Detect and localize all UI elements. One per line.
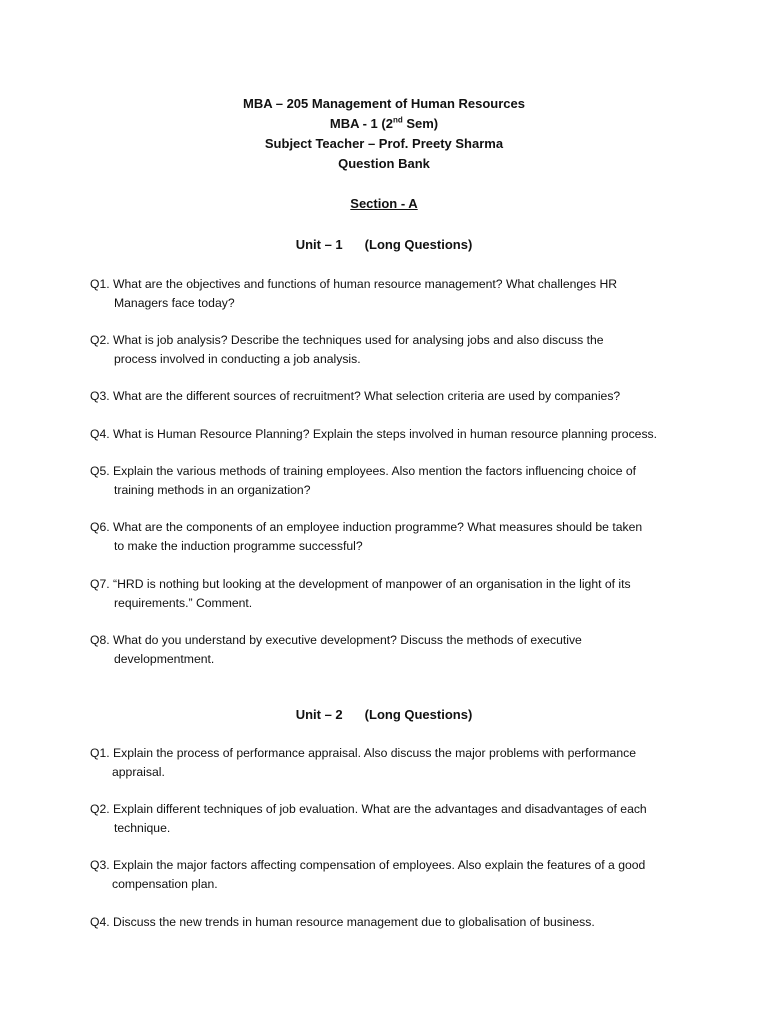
question-item xyxy=(90,631,690,669)
question-item xyxy=(90,744,690,782)
semester-suffix: Sem) xyxy=(402,116,439,131)
question-continuation: Managers face today? xyxy=(114,296,235,310)
question-text: Q6. What are the components of an employee induction programme? What measures should be taken xyxy=(90,520,643,534)
question-continuation: developmentment. xyxy=(114,652,215,666)
question-continuation: to make the induction programme successful? xyxy=(114,539,363,553)
question-continuation: compensation plan. xyxy=(112,877,218,891)
question-item xyxy=(90,856,690,894)
question-continuation: training methods in an organization? xyxy=(114,483,311,497)
question-item xyxy=(90,462,690,500)
question-continuation: requirements.” Comment. xyxy=(114,596,253,610)
semester-ordinal: nd xyxy=(392,115,403,125)
question-continuation: appraisal. xyxy=(112,765,165,779)
question-item xyxy=(90,518,690,556)
question-text: Q4. What is Human Resource Planning? Explain the steps involved in human resource planning process. xyxy=(90,427,658,441)
question-text: Q8. What do you understand by executive development? Discuss the methods of executive xyxy=(90,633,582,647)
unit-1-heading xyxy=(0,237,768,252)
unit-1-title: Unit – 1 xyxy=(295,237,343,252)
question-continuation: process involved in conducting a job analysis. xyxy=(114,352,361,366)
unit-2-title: Unit – 2 xyxy=(295,707,343,722)
question-item xyxy=(90,425,690,444)
question-text: Q4. Discuss the new trends in human resource management due to globalisation of business. xyxy=(90,915,595,929)
question-continuation: technique. xyxy=(114,821,171,835)
document-header xyxy=(0,94,768,174)
question-text: Q2. Explain different techniques of job evaluation. What are the advantages and disadvantages of each xyxy=(90,802,647,816)
question-item xyxy=(90,331,690,369)
question-text: Q1. Explain the process of performance appraisal. Also discuss the major problems with performance xyxy=(90,746,636,760)
course-semester xyxy=(0,114,768,134)
question-text: Q1. What are the objectives and functions of human resource management? What challenges HR xyxy=(90,277,618,291)
unit-1-subtitle: (Long Questions) xyxy=(364,237,473,252)
question-item xyxy=(90,800,690,838)
unit-2-heading xyxy=(0,707,768,722)
unit-2-subtitle: (Long Questions) xyxy=(364,707,473,722)
question-text: Q2. What is job analysis? Describe the techniques used for analysing jobs and also discuss the xyxy=(90,333,604,347)
section-title: Section - A xyxy=(350,196,418,211)
question-item xyxy=(90,275,690,313)
question-item xyxy=(90,575,690,613)
question-text: Q3. What are the different sources of recruitment? What selection criteria are used by companies? xyxy=(90,389,621,403)
question-text: Q7. “HRD is nothing but looking at the development of manpower of an organisation in the light of its xyxy=(90,577,631,591)
subject-teacher: Subject Teacher – Prof. Preety Sharma xyxy=(264,136,504,151)
document-title: Question Bank xyxy=(338,156,430,171)
semester-text: MBA - 1 (2 xyxy=(329,116,393,131)
question-text: Q5. Explain the various methods of training employees. Also mention the factors influencing choice of xyxy=(90,464,637,478)
question-item xyxy=(90,387,690,406)
question-item xyxy=(90,913,690,932)
question-text: Q3. Explain the major factors affecting compensation of employees. Also explain the features of a good xyxy=(90,858,646,872)
course-title: MBA – 205 Management of Human Resources xyxy=(243,96,525,111)
